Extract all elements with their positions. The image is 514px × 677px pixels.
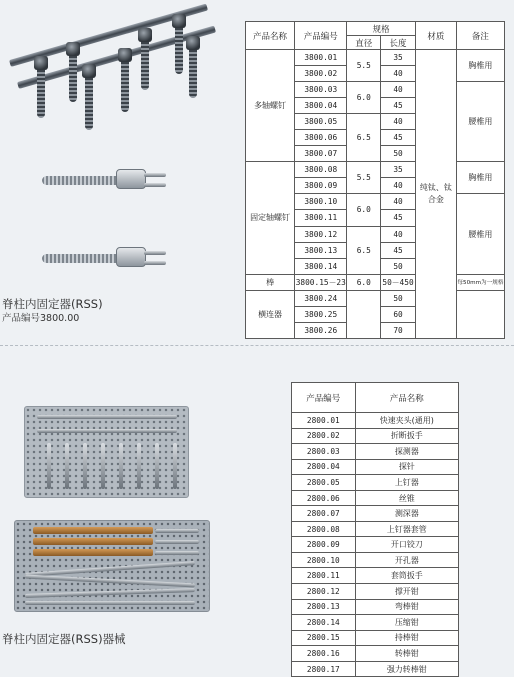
group-connector: 横连器 xyxy=(246,290,295,338)
header-inst-code: 产品编号 xyxy=(292,383,356,413)
row-code: 3800.05 xyxy=(295,114,347,130)
row-length: 40 xyxy=(381,82,416,98)
row-length: 50 xyxy=(381,146,416,162)
inst-code: 2800.09 xyxy=(292,537,356,553)
header-spec: 规格 xyxy=(347,22,416,36)
row-length: 50－450 xyxy=(381,274,416,290)
instrument-table xyxy=(291,382,459,677)
row-code: 3800.02 xyxy=(295,66,347,82)
material-text: 纯钛、钛合金 xyxy=(419,182,452,204)
table-row xyxy=(292,428,459,444)
row-code: 3800.13 xyxy=(295,242,347,258)
row-code: 3800.11 xyxy=(295,210,347,226)
inst-name: 上钉器 xyxy=(355,475,458,491)
row-length: 45 xyxy=(381,210,416,226)
instrument-tray-image xyxy=(14,520,210,612)
table-row xyxy=(292,568,459,584)
note-thoracic: 胸椎用 xyxy=(456,50,504,82)
group-multi-axial: 多轴螺钉 xyxy=(246,50,295,162)
note-lumbar: 腰椎用 xyxy=(456,194,504,274)
inst-code: 2800.12 xyxy=(292,584,356,600)
row-code: 3800.07 xyxy=(295,146,347,162)
instrument-caption: 脊柱内固定器(RSS)器械 xyxy=(2,632,126,646)
row-code: 3800.10 xyxy=(295,194,347,210)
note-lumbar: 腰椎用 xyxy=(456,82,504,162)
table-row xyxy=(292,444,459,460)
table-row xyxy=(292,599,459,615)
table-row xyxy=(292,459,459,475)
row-code: 3800.03 xyxy=(295,82,347,98)
inst-code: 2800.17 xyxy=(292,661,356,677)
row-length: 35 xyxy=(381,162,416,178)
inst-name: 压缩钳 xyxy=(355,615,458,631)
product-code: 产品编号3800.00 xyxy=(2,313,80,324)
inst-name: 套筒扳手 xyxy=(355,568,458,584)
header-diameter: 直径 xyxy=(347,36,381,50)
table-row xyxy=(292,413,459,429)
section-divider xyxy=(0,345,514,346)
row-code: 3800.26 xyxy=(295,322,347,338)
row-code: 3800.08 xyxy=(295,162,347,178)
group-rod: 棒 xyxy=(246,274,295,290)
inst-code: 2800.10 xyxy=(292,552,356,568)
header-material: 材质 xyxy=(415,22,456,50)
diameter-cell: 6.0 xyxy=(347,82,381,114)
row-code: 3800.25 xyxy=(295,306,347,322)
inst-code: 2800.13 xyxy=(292,599,356,615)
diameter-cell: 6.0 xyxy=(347,194,381,226)
diameter-cell: 6.5 xyxy=(347,114,381,162)
group-fixed-axial: 固定轴螺钉 xyxy=(246,162,295,274)
table-row xyxy=(292,475,459,491)
inst-code: 2800.11 xyxy=(292,568,356,584)
note-empty xyxy=(456,290,504,338)
inst-code: 2800.03 xyxy=(292,444,356,460)
table-row xyxy=(292,552,459,568)
material-cell xyxy=(415,50,456,339)
row-code: 3800.14 xyxy=(295,258,347,274)
diameter-cell: 5.5 xyxy=(347,162,381,194)
inst-name: 弯棒钳 xyxy=(355,599,458,615)
instrument-tray-image xyxy=(24,406,189,498)
inst-name: 快速夹头(通用) xyxy=(355,413,458,429)
row-length: 40 xyxy=(381,114,416,130)
row-code: 3800.06 xyxy=(295,130,347,146)
note-thoracic: 胸椎用 xyxy=(456,162,504,194)
row-length: 45 xyxy=(381,242,416,258)
table-row xyxy=(292,490,459,506)
inst-code: 2800.01 xyxy=(292,413,356,429)
inst-code: 2800.06 xyxy=(292,490,356,506)
table-row xyxy=(292,584,459,600)
inst-code: 2800.05 xyxy=(292,475,356,491)
inst-name: 撑开钳 xyxy=(355,584,458,600)
diameter-cell: 5.5 xyxy=(347,50,381,82)
row-length: 50 xyxy=(381,258,416,274)
inst-code: 2800.15 xyxy=(292,630,356,646)
table-row xyxy=(292,646,459,662)
diameter-cell: 6.0 xyxy=(347,274,381,290)
product-title: 脊柱内固定器(RSS) xyxy=(2,297,103,311)
table-row xyxy=(292,537,459,553)
inst-name: 探测器 xyxy=(355,444,458,460)
inst-name: 丝锥 xyxy=(355,490,458,506)
row-length: 45 xyxy=(381,130,416,146)
row-length: 40 xyxy=(381,226,416,242)
note-rod: 每50mm为一规格 xyxy=(456,274,504,290)
inst-name: 强力转棒钳 xyxy=(355,661,458,677)
row-length: 40 xyxy=(381,178,416,194)
inst-code: 2800.08 xyxy=(292,521,356,537)
table-row xyxy=(292,506,459,522)
header-length: 长度 xyxy=(381,36,416,50)
row-length: 45 xyxy=(381,98,416,114)
inst-code: 2800.02 xyxy=(292,428,356,444)
row-code: 3800.09 xyxy=(295,178,347,194)
diameter-empty xyxy=(347,290,381,338)
inst-name: 开孔器 xyxy=(355,552,458,568)
table-row xyxy=(292,615,459,631)
inst-name: 转棒钳 xyxy=(355,646,458,662)
table-row xyxy=(292,521,459,537)
fixed-axial-screw-image xyxy=(40,240,170,276)
inst-name: 持棒钳 xyxy=(355,630,458,646)
inst-code: 2800.14 xyxy=(292,615,356,631)
row-code: 3800.01 xyxy=(295,50,347,66)
spec-table xyxy=(245,21,505,339)
row-length: 40 xyxy=(381,66,416,82)
table-row xyxy=(292,661,459,677)
multi-axial-screw-assembly-image xyxy=(4,8,224,138)
inst-code: 2800.16 xyxy=(292,646,356,662)
inst-name: 上钉器套管 xyxy=(355,521,458,537)
row-code: 3800.04 xyxy=(295,98,347,114)
row-length: 35 xyxy=(381,50,416,66)
fixed-axial-screw-image xyxy=(40,162,170,198)
table-row xyxy=(292,630,459,646)
inst-name: 折断扳手 xyxy=(355,428,458,444)
header-inst-name: 产品名称 xyxy=(355,383,458,413)
diameter-cell: 6.5 xyxy=(347,226,381,274)
row-code: 3800.12 xyxy=(295,226,347,242)
header-note: 备注 xyxy=(456,22,504,50)
header-name: 产品名称 xyxy=(246,22,295,50)
row-length: 60 xyxy=(381,306,416,322)
inst-name: 测深器 xyxy=(355,506,458,522)
inst-code: 2800.07 xyxy=(292,506,356,522)
row-code: 3800.15－23 xyxy=(295,274,347,290)
inst-name: 开口铰刀 xyxy=(355,537,458,553)
row-length: 40 xyxy=(381,194,416,210)
row-length: 50 xyxy=(381,290,416,306)
inst-code: 2800.04 xyxy=(292,459,356,475)
inst-name: 探针 xyxy=(355,459,458,475)
header-code: 产品编号 xyxy=(295,22,347,50)
row-length: 70 xyxy=(381,322,416,338)
row-code: 3800.24 xyxy=(295,290,347,306)
